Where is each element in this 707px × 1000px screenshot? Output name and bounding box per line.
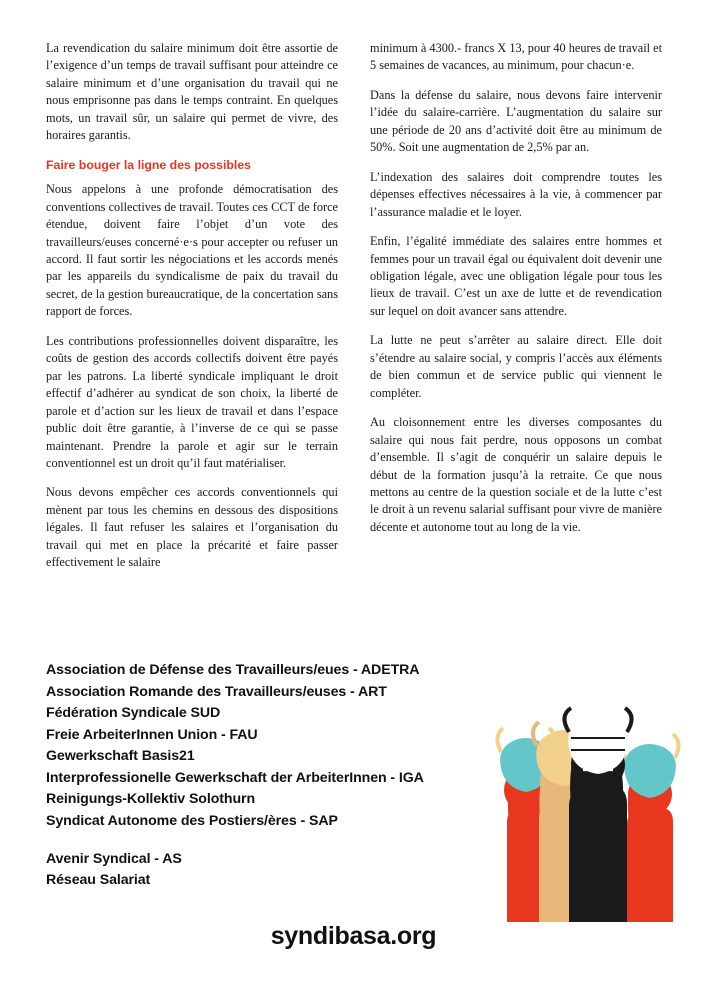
- left-column: [46, 40, 338, 584]
- organisation-list-separator: [46, 833, 516, 849]
- paragraph: Les contributions professionnelles doivent disparaître, les coûts de gestion des accords collectifs doivent être payés par les patrons. La liberté syndicale impliquant le droit effectif d’adhérer au syndicat de son choix, la liberté de parole et d’action sur les lieux de travail et dans l’espace public doit être garantie, à l’inverse de ce qui se passe maintenant. Prendre la parole et agir sur le terrain conventionnel est un droit qu’il faut matérialiser.: [46, 333, 338, 470]
- organisation-item: Association de Défense des Travailleurs/eues - ADETRA: [46, 662, 420, 678]
- organisation-item: Réseau Salariat: [46, 872, 151, 889]
- paragraph: L’indexation des salaires doit comprendre toutes les dépenses effectives nécessaires à la vie, à commencer par l’assurance maladie et le loyer.: [370, 169, 662, 219]
- raised-fists-with-masks-icon: [495, 672, 685, 922]
- paragraph: Enfin, l’égalité immédiate des salaires entre hommes et femmes pour un travail égal ou équivalent doit devenir une obligation légale, avec une obligation légale pour tous les lieux de travail. C’est un axe de lutte et de revendication sur lequel on doit avancer sans attendre.: [370, 234, 662, 318]
- paragraph: Nous appelons à une profonde démocratisation des conventions collectives de travail. Toutes ces CCT de force étendue, doivent faire l’objet d’un vote des travailleurs/euses concerné·e·s pour accepter ou refuser un accord. Il faut sortir les négociations et les accords menés par les appareils du syndicalisme de paix du travail du secret, de la gestion bureaucratique, de la concertation sans rapport de forces.: [46, 182, 338, 319]
- website-url[interactable]: syndibasa.org: [270, 922, 437, 950]
- paragraph: minimum à 4300.- francs X 13, pour 40 heures de travail et 5 semaines de vacances, au minimum, pour chacun·e.: [370, 41, 662, 73]
- organisation-item: Syndicat Autonome des Postiers/ères - SAP: [46, 813, 338, 830]
- right-column: [370, 40, 662, 584]
- organisation-item: Reinigungs-Kollektiv Solothurn: [46, 791, 256, 808]
- paragraph: Au cloisonnement entre les diverses composantes du salaire qui nous fait perdre, nous opposons un combat d’ensemble. Il s’agit de conquérir un salaire depuis le début de la formation jusqu’à la retraite. Ce que nous mettons au centre de la question sociale et de la lutte c’est le droit à un revenu salarial suffisant pour vivre de manière décente et autonome tout au long de la vie.: [370, 415, 662, 534]
- paragraph: La revendication du salaire minimum doit être assortie de l’exigence d’un temps de travail suffisant pour atteindre ce salaire minimum et d’une organisation du travail qui ne nous emprisonne pas dans le temps contraint. En quelques mots, un travail sûr, un salaire qui permet de vivre, des horaires garantis.: [46, 41, 338, 143]
- paragraph: Dans la défense du salaire, nous devons faire intervenir l’idée du salaire-carrière. L’augmentation du salaire sur une période de 20 ans d’activité doit être au minimum de 50%. Soit une augmentation de 2,5% par an.: [370, 87, 662, 155]
- paragraph: Nous devons empêcher ces accords conventionnels qui mènent par tous les chemins en dessous des dispositions légales. Il faut refuser les salaires et l’organisation du travail qui met en place la précarité et faire passer effectivement le salaire: [46, 485, 338, 570]
- organisation-item: Gewerkschaft Basis21: [46, 748, 195, 765]
- article-columns: [46, 40, 662, 584]
- signatory-organisations: [46, 660, 516, 892]
- organisation-item: Fédération Syndicale SUD: [46, 705, 221, 722]
- paragraph: La lutte ne peut s’arrêter au salaire direct. Elle doit s’étendre au salaire social, y compris l’accès aux éléments de bien commun et de service public qui viennent le compléter.: [370, 333, 662, 400]
- organisation-item: Freie ArbeiterInnen Union - FAU: [46, 726, 258, 743]
- organisation-item: Interprofessionelle Gewerkschaft der ArbeiterInnen - IGA: [46, 769, 424, 786]
- section-subheading: Faire bouger la ligne des possibles: [46, 157, 252, 172]
- organisation-item: Avenir Syndical - AS: [46, 850, 182, 867]
- organisation-item: Association Romande des Travailleurs/euses - ART: [46, 683, 387, 700]
